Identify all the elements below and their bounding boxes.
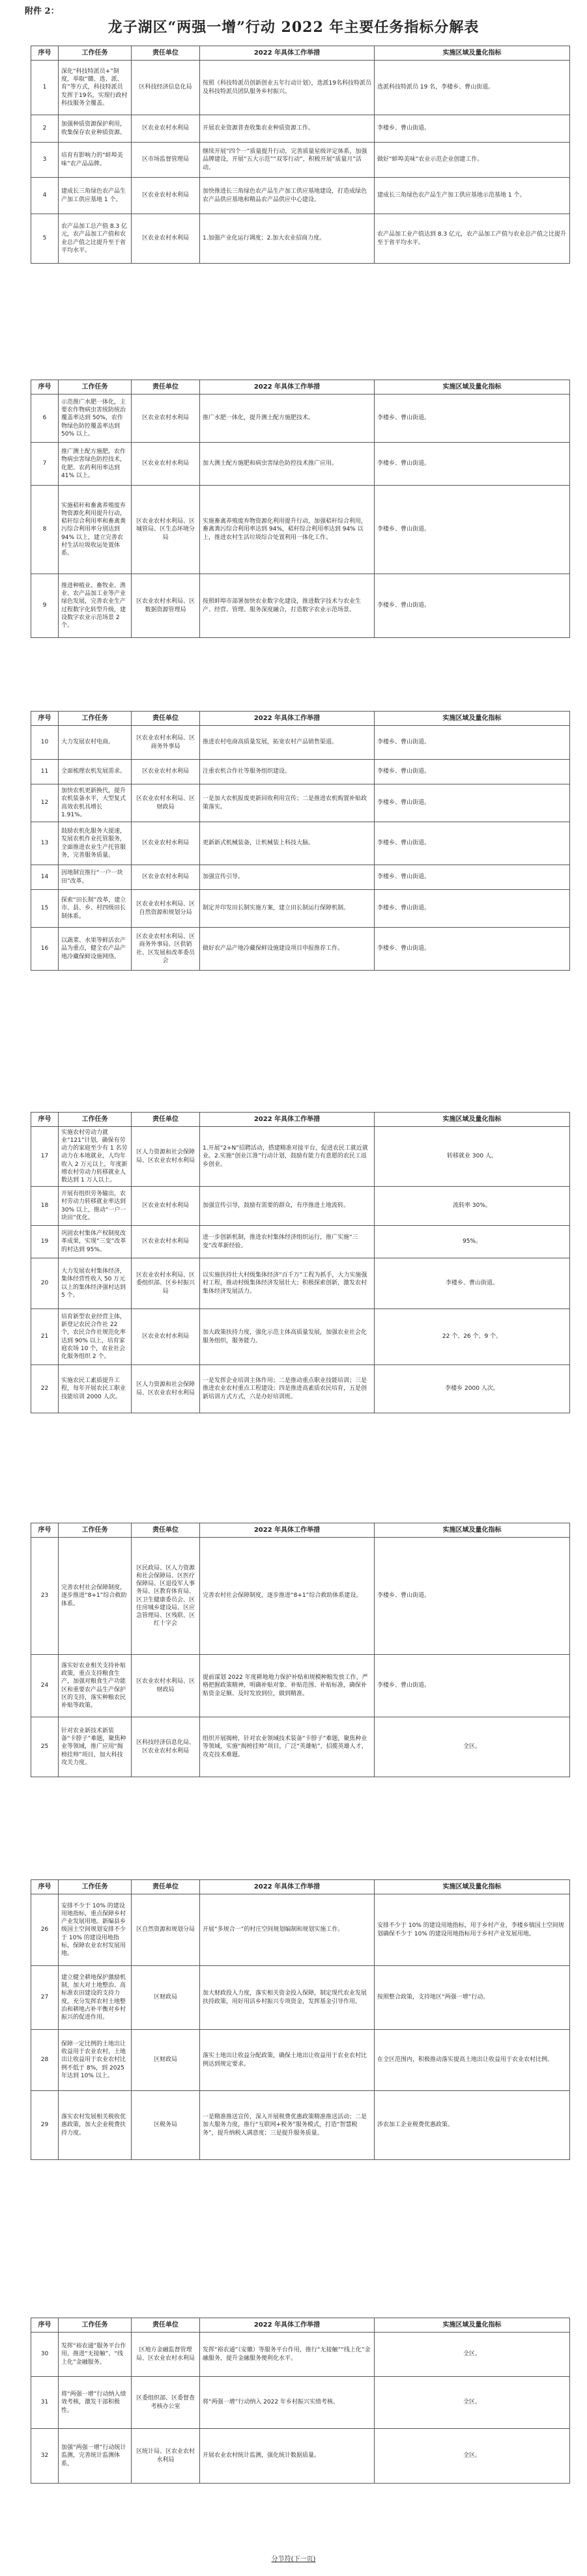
row-measures: 做好农产品产地冷藏保鲜设施建设项目申报推荐工作。 [200, 928, 375, 971]
row-task: 将“两强一增”行动纳入绩效考核，激发干部积极性。 [59, 2377, 132, 2429]
row-task: 落实农村发展相关税收优惠政策，加大企业税费扶持力度。 [59, 2091, 132, 2160]
table-row [31, 2429, 570, 2484]
table-row [31, 443, 570, 486]
header-measures: 2022 年具体工作举措 [200, 712, 375, 726]
header-unit: 责任单位 [132, 712, 200, 726]
table-row [31, 178, 570, 214]
table-row [31, 395, 570, 443]
row-unit: 区人力资源和社会保障局、区农业农村水利局 [132, 1365, 200, 1413]
row-unit: 区农业农村水利局 [132, 760, 200, 784]
row-measures: 加大测土配方施肥和病虫害绿色防控技术推广应用。 [200, 443, 375, 486]
row-target: 李楼乡、曹山街道。 [375, 928, 570, 971]
header-target: 实施区域及量化指标 [375, 46, 570, 61]
header-target: 实施区域及量化指标 [375, 1113, 570, 1127]
row-task: 实施农村劳动力就业“121”计划，确保有劳动力的家庭至少有 1 名劳动力在本地就业，人均年收入 2 万元以上，年度新增农村劳动力转移就业人数达到 1 万人以上。 [59, 1127, 132, 1187]
table-row [31, 2333, 570, 2377]
row-task: 探索“田长制”改革，建立市、县、乡、村四级田长制体系。 [59, 890, 132, 928]
row-measures: 1.开展“2+N”招聘活动，搭建精准对接平台，促进农民工就近就业。2.实施“创业江淮”行动计划，鼓励有能力有意愿的农民工返乡创业。 [200, 1127, 375, 1187]
row-task: 培育有影响力的“蚌埠美味”农产品品牌。 [59, 143, 132, 178]
row-seq: 9 [31, 574, 59, 638]
table-row [31, 1127, 570, 1187]
header-seq: 序号 [31, 46, 59, 61]
row-unit: 区财政局 [132, 2030, 200, 2091]
row-measures: 按照蚌埠市部署加快农业数字化建设，推进数字技术与农业生产、经营、管理、服务深度融合，打造数字农业示范场景。 [200, 574, 375, 638]
row-unit: 区农业农村水利局、区数据资源管理局 [132, 574, 200, 638]
header-task: 工作任务 [59, 1113, 132, 1127]
row-seq: 24 [31, 1655, 59, 1717]
row-task: 深化“科技特派员+”制度，举取“赣、选、派、育”等方式，科技特派员发挥于19名，实现行政村科技服务全覆盖。 [59, 61, 132, 115]
table-row [31, 760, 570, 784]
header-unit: 责任单位 [132, 380, 200, 395]
row-task: 鼓励农机化服务大提速，发展农机作业托管服务，全面推进农业生产托管服务，完善服务质量。 [59, 822, 132, 865]
row-seq: 2 [31, 115, 59, 143]
row-unit: 区地方金融监督管理局、区农业农村水利局 [132, 2333, 200, 2377]
table-row [31, 2030, 570, 2091]
row-measures: 加强宣传引导。 [200, 865, 375, 890]
row-task: 加强种质资源保护利用，收集保存农业种质资源。 [59, 115, 132, 143]
row-measures: 发挥“裕农通”（安徽）等服务平台作用，推行“无接触”“线上化”金融服务，提升金融服务便利化水平。 [200, 2333, 375, 2377]
row-measures: 一是精准推送宣传，深入开展税费优惠政策精准推送活动；二是加大服务力度，推行“互联网+税务”服务模式，打造“智慧税务”，提升纳税人满意度；三是提升服务质量。 [200, 2091, 375, 2160]
row-target: 李楼乡、曹山街道。 [375, 486, 570, 574]
task-table-page-5 [31, 1523, 570, 1777]
row-task: 推广测土配方施肥，农作物病虫害绿色防控技术，化肥、农药利用率达到 41% 以上。 [59, 443, 132, 486]
table-row [31, 574, 570, 638]
row-unit: 区农业农村水利局 [132, 865, 200, 890]
table-row [31, 214, 570, 264]
row-measures: 提前谋划 2022 年度耕地地力保护补贴和规模种粮发放工作，严格把握政策精神，明确补贴对象、补贴范围、补贴标准，确保补贴资金足额、及时发放到位，做到精准。 [200, 1655, 375, 1717]
header-task: 工作任务 [59, 2318, 132, 2333]
row-seq: 4 [31, 178, 59, 214]
row-measures: 开展农业资源普查收集农业种质资源工作。 [200, 115, 375, 143]
table-row [31, 1717, 570, 1777]
row-measures: 加快推进长三角绿色农产品生产加工供应基地建设，打造成绿色农产品供应基地和精品农产品供应中心建设。 [200, 178, 375, 214]
task-table-page-3 [31, 711, 570, 971]
row-unit: 区农业农村水利局 [132, 178, 200, 214]
row-target: 做好“蚌埠美味”农业示范企业创建工作。 [375, 143, 570, 178]
row-target: 李楼乡 2000 人次。 [375, 1365, 570, 1413]
table-row [31, 2377, 570, 2429]
row-seq: 1 [31, 61, 59, 115]
row-task: 大力发展农村电商。 [59, 726, 132, 760]
row-task: 大力发展农村集体经济，集体经营性收入 50 万元以上的集体经济强村达到 5 个。 [59, 1258, 132, 1309]
row-seq: 12 [31, 784, 59, 822]
row-seq: 10 [31, 726, 59, 760]
header-task: 工作任务 [59, 712, 132, 726]
row-seq: 27 [31, 1966, 59, 2030]
row-task: 完善农村社会保障制度，逐步推进“8+1”综合救助体系。 [59, 1538, 132, 1655]
row-seq: 14 [31, 865, 59, 890]
row-target: 李楼乡、曹山街道。 [375, 443, 570, 486]
row-seq: 26 [31, 1894, 59, 1966]
header-task: 工作任务 [59, 1523, 132, 1538]
row-task: 加快农机更新换代，提升农机装备水平，大型复式高效农机具增长 1.91%。 [59, 784, 132, 822]
row-unit: 区农业农村水利局 [132, 1226, 200, 1258]
header-target: 实施区域及量化指标 [375, 712, 570, 726]
row-unit: 区人力资源和社会保障局、区农业农村水利局 [132, 1127, 200, 1187]
task-table-page-2 [31, 380, 570, 638]
row-measures: 一是发挥企业培训主体作用；二是推动重点职业技能培训；三是推进农业农村重点工程建设；四是推进高素质农民培育，五是创新培训方式方式，六是办好培训班。 [200, 1365, 375, 1413]
row-target: 全区。 [375, 1717, 570, 1777]
row-measures: 继续开展“四个一”质量提升行动，完善质量星级评定体系，加强品牌建设，开展“五大示范”“双零行动”，积极开展“质量月”活动。 [200, 143, 375, 178]
row-unit: 区农业农村水利局、区城管局、区生态环境分局 [132, 486, 200, 574]
row-seq: 30 [31, 2333, 59, 2377]
row-task: 发挥“裕农通”服务平台作用，推进“无接触”、“线上化”金融服务。 [59, 2333, 132, 2377]
row-measures: 组织开展揭榜，针对农业领域技术装备“卡脖子”难题，聚焦种业等领域，实施“揭榜挂帅”项目，广泛“英雄帖”，招揽英雄人才，攻克技术难题。 [200, 1717, 375, 1777]
row-task: 以蔬菜、水果等鲜活农产品为重点，健全农产品产地冷藏保鲜设施网络。 [59, 928, 132, 971]
row-target: 李楼乡、曹山街道。 [375, 1538, 570, 1655]
header-unit: 责任单位 [132, 1523, 200, 1538]
row-target: 李楼乡、曹山街道。 [375, 1655, 570, 1717]
row-target: 李楼乡、曹山街道。 [375, 574, 570, 638]
header-seq: 序号 [31, 2318, 59, 2333]
row-unit: 区农业农村水利局 [132, 395, 200, 443]
row-unit: 区农业农村水利局、区委组织部、区乡村振兴局 [132, 1258, 200, 1309]
row-task: 示范推广水肥一体化，主要农作物病虫害统防统治覆盖率达到 50%，农作物绿色防控覆盖率达到 50% 以上。 [59, 395, 132, 443]
row-target: 李楼乡、曹山街道。 [375, 890, 570, 928]
row-seq: 31 [31, 2377, 59, 2429]
row-seq: 21 [31, 1309, 59, 1365]
row-seq: 5 [31, 214, 59, 264]
row-seq: 11 [31, 760, 59, 784]
table-row [31, 1365, 570, 1413]
table-row [31, 890, 570, 928]
task-table-page-7 [31, 2318, 570, 2484]
row-measures: 推广水肥一体化，提升测土配方施肥技术。 [200, 395, 375, 443]
row-unit: 区农业农村水利局 [132, 822, 200, 865]
header-measures: 2022 年具体工作举措 [200, 1523, 375, 1538]
row-measures: 落实土地出让收益分配政策，确保土地出让收益用于农业农村比例达到规定要求。 [200, 2030, 375, 2091]
row-measures: 加大政策扶持力度，强化示范主体高质量发展，加强农业社会化服务组织，服务能力。 [200, 1309, 375, 1365]
header-unit: 责任单位 [132, 1113, 200, 1127]
table-row [31, 1966, 570, 2030]
table-row [31, 865, 570, 890]
row-seq: 18 [31, 1187, 59, 1226]
header-task: 工作任务 [59, 380, 132, 395]
row-seq: 3 [31, 143, 59, 178]
header-seq: 序号 [31, 380, 59, 395]
row-unit: 区农业农村水利局 [132, 443, 200, 486]
row-target: 李楼乡、曹山街道。 [375, 395, 570, 443]
header-seq: 序号 [31, 1880, 59, 1894]
row-measures: 开展“多规合一”的村庄空间规划编制和规划实施工作。 [200, 1894, 375, 1966]
row-seq: 29 [31, 2091, 59, 2160]
header-seq: 序号 [31, 1113, 59, 1127]
table-row [31, 2091, 570, 2160]
row-measures: 进一步创新机制，推进农村集体经济组织运行，推广实施“三变”改革新经验。 [200, 1226, 375, 1258]
page-title: 龙子湖区“两强一增”行动 2022 年主要任务指标分解表 [107, 19, 480, 36]
row-task: 培育新型农业经营主体，新登记农民合作社 22 个，农民合作社规范化率达到 90% 以上，培育家庭农场 10 个，农业社会化服务组织 2 个。 [59, 1309, 132, 1365]
row-unit: 区委组织部、区委督查考核办公室 [132, 2377, 200, 2429]
row-task: 推进种植业、畜牧业、渔业、农产品加工业等产业绿色发展，完善农业生产过程数字化转型升级，建设数字农业示范场景 2 个。 [59, 574, 132, 638]
table-row [31, 61, 570, 115]
table-row [31, 1894, 570, 1966]
row-seq: 6 [31, 395, 59, 443]
row-seq: 16 [31, 928, 59, 971]
row-target: 选派科技特派员 19 名，李楼乡、曹山街道。 [375, 61, 570, 115]
header-target: 实施区域及量化指标 [375, 2318, 570, 2333]
row-task: 农产品加工总产值 8.3 亿元，农产品加工产值和农业总产值之比提升至于省平均水平。 [59, 214, 132, 264]
task-table-page-4 [31, 1112, 570, 1413]
header-unit: 责任单位 [132, 2318, 200, 2333]
row-seq: 20 [31, 1258, 59, 1309]
row-task: 加强“两强一增”行动统计监测，完善统计监测体系。 [59, 2429, 132, 2484]
row-measures: 制定并印发田长制实施方案，建立田长制运行保障机制。 [200, 890, 375, 928]
header-measures: 2022 年具体工作举措 [200, 380, 375, 395]
table-row [31, 1258, 570, 1309]
table-row [31, 1187, 570, 1226]
row-task: 建成长三角绿色农产品生产加工供应基地 1 个。 [59, 178, 132, 214]
row-target: 涉农加工企业税费优惠政策。 [375, 2091, 570, 2160]
row-seq: 7 [31, 443, 59, 486]
row-unit: 区民政局、区人力资源和社会保障局、区医疗保障局、区退役军人事务局、区教育体育局、区卫生健康委员会、区住房城乡建设局、区应急管理局、区残联、区红十字会 [132, 1538, 200, 1655]
row-seq: 15 [31, 890, 59, 928]
row-target: 安排不少于 10% 的建设用地指标，用于乡村产业，李楼乡镇国土空间规划确保不少于 10% 的建设用地指标用于乡村产业发展用地。 [375, 1894, 570, 1966]
row-measures: 一是加大农机报废更新回收利用宣传；二是推进农机购置补贴政策落实。 [200, 784, 375, 822]
row-task: 开展有组织劳务输出，农村劳动力转移就业率达到 30% 以上，推动“一户一块田”优化。 [59, 1187, 132, 1226]
table-row [31, 928, 570, 971]
row-target: 全区。 [375, 2377, 570, 2429]
table-row [31, 115, 570, 143]
row-task: 巩固农村集体产权制度改革成果，实现“三变”改革的村达到 95%。 [59, 1226, 132, 1258]
row-measures: 加强宣传引导，鼓励有需要的群众，有序推进土地流转。 [200, 1187, 375, 1226]
row-unit: 区财政局 [132, 1966, 200, 2030]
row-target: 李楼乡、曹山街道。 [375, 784, 570, 822]
row-measures: 更新新式机械装备，让机械装上科技大脑。 [200, 822, 375, 865]
row-unit: 区农业农村水利局 [132, 214, 200, 264]
table-row [31, 1538, 570, 1655]
row-unit: 区科技经济信息化局、区农业农村水利局 [132, 1717, 200, 1777]
row-target: 建成长三角绿色农产品生产加工供应基地示范基地 1 个。 [375, 178, 570, 214]
row-measures: 开展农业农村统计监测，强化统计数据质量。 [200, 2429, 375, 2484]
row-unit: 区农业农村水利局、区财政局 [132, 1655, 200, 1717]
row-unit: 区统计局、区农业农村水利局 [132, 2429, 200, 2484]
row-target: 22 个、26 个、9 个。 [375, 1309, 570, 1365]
row-target: 李楼乡、曹山街道。 [375, 822, 570, 865]
table-row [31, 143, 570, 178]
row-task: 全面梳理农机发展需求。 [59, 760, 132, 784]
row-measures: 将“两强一增”行动纳入 2022 年乡村振兴实绩考核。 [200, 2377, 375, 2429]
row-seq: 22 [31, 1365, 59, 1413]
row-task: 保障一定比例的土地出让收益用于农业农村，土地出让收益用于农业农村比例不低于 8%，到 2025 年达到 10% 以上。 [59, 2030, 132, 2091]
row-measures: 注重农机合作社等服务组织建设。 [200, 760, 375, 784]
header-measures: 2022 年具体工作举措 [200, 46, 375, 61]
row-seq: 8 [31, 486, 59, 574]
row-unit: 区自然资源和规划分局 [132, 1894, 200, 1966]
task-table-page-1 [31, 46, 570, 264]
row-target: 流转率 30%。 [375, 1187, 570, 1226]
row-measures: 以实施扶持壮大村级集体经济“百千万”工程为抓手，大力实施强村工程，推动村级集体经济发展壮大；积极探索创新，激发农村集体经济发展活力。 [200, 1258, 375, 1309]
header-unit: 责任单位 [132, 1880, 200, 1894]
row-target: 按照整合政策，支持地区“两强一增”行动。 [375, 1966, 570, 2030]
row-target: 95%。 [375, 1226, 570, 1258]
header-target: 实施区域及量化指标 [375, 1880, 570, 1894]
row-seq: 28 [31, 2030, 59, 2091]
row-unit: 区科技经济信息化局 [132, 61, 200, 115]
row-task: 实施农民工素质提升工程，每年开展农民工职业技能培训 2000 人次。 [59, 1365, 132, 1413]
row-task: 安排不少于 10% 的建设用地指标，重点保障乡村产业发展用地。新编县乡级国土空间规划安排不少于 10% 的建设用地指标，保障农业农村发展用地。 [59, 1894, 132, 1966]
row-task: 实施秸秆和畜禽养殖废弃物资源化利用提升行动，秸秆综合利用率和畜禽粪污综合利用率分别达到 94% 以上，建立完善农村生活垃圾收运处置体系。 [59, 486, 132, 574]
header-seq: 序号 [31, 1523, 59, 1538]
row-unit: 区农业农村水利局、区商务外事局、区供销社、区发展和改革委员会 [132, 928, 200, 971]
header-measures: 2022 年具体工作举措 [200, 1880, 375, 1894]
row-unit: 区农业农村水利局 [132, 1187, 200, 1226]
row-task: 建立健全耕地保护激励机制，加大对土地整治、高标准农田建设的支持力度，充分发挥农村土地整治和耕地占补平衡对乡村振兴的促进作用。 [59, 1966, 132, 2030]
row-target: 农产品加工业产值达到 8.3 亿元，农产品加工产值与农业总产值之比提升至于省平均水平。 [375, 214, 570, 264]
row-target: 全区。 [375, 2333, 570, 2377]
row-measures: 加大财政投入力度，落实相关资金投入保障，制定现代农业发展扶持政策，用好用活乡村振兴专项资金，发挥基金引导作用。 [200, 1966, 375, 2030]
table-row [31, 784, 570, 822]
row-target: 在全区范围内，积极推动落实提高土地出让收益用于农业农村比例。 [375, 2030, 570, 2091]
table-row [31, 486, 570, 574]
row-target: 李楼乡、曹山街道。 [375, 760, 570, 784]
row-unit: 区农业农村水利局 [132, 115, 200, 143]
table-row [31, 822, 570, 865]
row-seq: 23 [31, 1538, 59, 1655]
row-seq: 17 [31, 1127, 59, 1187]
header-unit: 责任单位 [132, 46, 200, 61]
task-table-page-6 [31, 1879, 570, 2160]
row-unit: 区市场监督管理局 [132, 143, 200, 178]
header-measures: 2022 年具体工作举措 [200, 1113, 375, 1127]
row-target: 转移就业 300 人。 [375, 1127, 570, 1187]
row-seq: 25 [31, 1717, 59, 1777]
annex-label: 附件 2： [25, 7, 59, 16]
row-measures: 推进农村电商高质量发展，拓宽农村产品销售渠道。 [200, 726, 375, 760]
row-seq: 19 [31, 1226, 59, 1258]
row-measures: 完善农村社会保障制度，逐步推进“8+1”综合救助体系建设。 [200, 1538, 375, 1655]
row-measures: 按照《科技特派员创新创业五年行动计划》，选派19名科技特派员及科技特派员团队服务乡村振兴。 [200, 61, 375, 115]
row-seq: 13 [31, 822, 59, 865]
header-task: 工作任务 [59, 1880, 132, 1894]
table-row [31, 1309, 570, 1365]
table-row [31, 1226, 570, 1258]
row-target: 全区。 [375, 2429, 570, 2484]
row-target: 李楼乡、曹山街道。 [375, 865, 570, 890]
row-task: 落实好农业相关支持补贴政策，重点支持粮食生产，加强对粮食生产功能区和重要农产品生产保护区的支持，落实种粮农民补贴等政策。 [59, 1655, 132, 1717]
row-unit: 区税务局 [132, 2091, 200, 2160]
header-target: 实施区域及量化指标 [375, 380, 570, 395]
table-row [31, 726, 570, 760]
header-seq: 序号 [31, 712, 59, 726]
row-unit: 区农业农村水利局、区自然资源和规划分局 [132, 890, 200, 928]
section-break-footer: 分节符(下一页) [271, 2556, 316, 2563]
row-target: 李楼乡、曹山街道。 [375, 115, 570, 143]
row-seq: 32 [31, 2429, 59, 2484]
row-target: 李楼乡、曹山街道。 [375, 726, 570, 760]
row-task: 因地制宜推行“一户一块田”改革。 [59, 865, 132, 890]
row-unit: 区农业农村水利局、区财政局 [132, 784, 200, 822]
row-target: 李楼乡、曹山街道。 [375, 1258, 570, 1309]
header-target: 实施区域及量化指标 [375, 1523, 570, 1538]
header-task: 工作任务 [59, 46, 132, 61]
table-row [31, 1655, 570, 1717]
row-measures: 1.加强产业化运行调度；2.加大农业招商力度。 [200, 214, 375, 264]
row-measures: 实施畜禽养殖废弃物资源化利用提升行动，加强秸秆综合利用，畜禽粪污综合利用率达到 94%，秸秆综合利用率达到 94% 以上，推进农村生活垃圾综合处置利用一体化工作。 [200, 486, 375, 574]
row-unit: 区农业农村水利局、区商务外事局 [132, 726, 200, 760]
header-measures: 2022 年具体工作举措 [200, 2318, 375, 2333]
row-task: 针对农业新技术新装备“卡脖子”难题，聚焦种业等领域，推广应用“揭榜挂帅”项目，加大科技攻关力度。 [59, 1717, 132, 1777]
row-unit: 区农业农村水利局 [132, 1309, 200, 1365]
